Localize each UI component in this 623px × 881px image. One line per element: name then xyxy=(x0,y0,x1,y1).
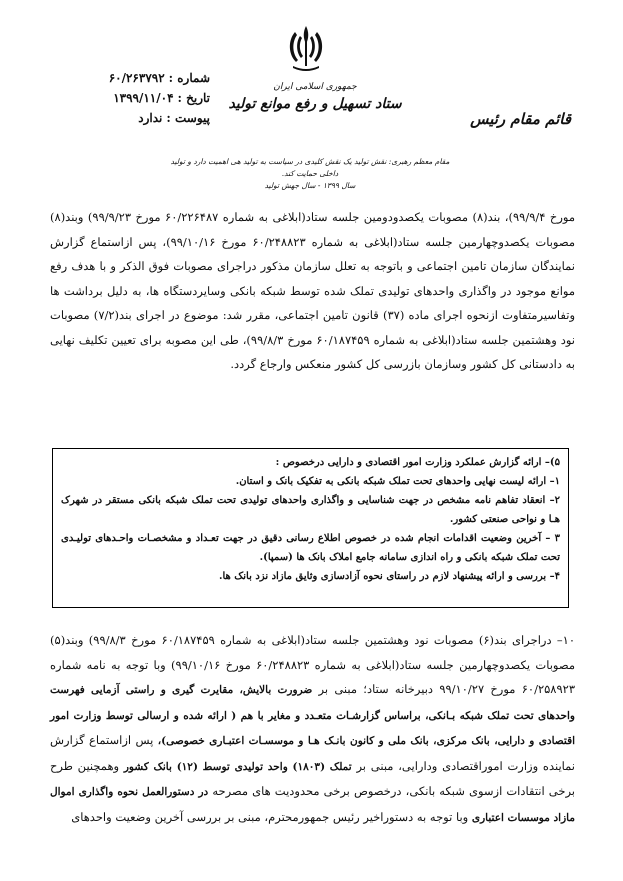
letter-number-row xyxy=(50,68,210,88)
year-slogan: سال ۱۳۹۹ - سال جهش تولید xyxy=(264,181,356,190)
attachment-row xyxy=(50,108,210,128)
paragraph2-part-d: وبا توجه به دستوراخیر رئیس جمهورمحترم، مبنی بر بررسی آخرین وضعیت واحدهای xyxy=(71,809,469,824)
republic-title: جمهوری اسلامی ایران xyxy=(273,82,357,92)
number-label: شماره : xyxy=(168,71,210,85)
attachment-label: پیوست : xyxy=(166,111,210,125)
attachment-value: ندارد xyxy=(138,111,163,125)
letter-meta xyxy=(50,68,210,128)
paragraph2-bold-a: ضرورت بالایش، مقایرت گیری و راستی آزمایی فهرست واحدهای تحت تملک شبکه بـانکی، براساس گزارشـات متعـدد و مغایر با هم ( ارائه شده و ارسالی توسط وزارت امور اقتصادی و دارایی، بانک مرکزی، بانک ملی و کانون بانـک هـا و موسسـات اعتبـاری خصوصی)، xyxy=(50,684,576,747)
date-label: تاریخ : xyxy=(177,91,210,105)
paragraph2-bold-b: تملک (۱۸۰۳) واحد تولیدی توسط (۱۲) بانک کشور xyxy=(123,760,352,773)
paragraph2-part-a: ۱۰– دراجرای بند(۶) مصوبات نود وهشتمین جلسه ستاد(ابلاغی به شماره ۶۰/۱۸۷۴۵۹ مورخ ۹۹/۸/۳) وبند(۵) مصوبات یکصدوچهارمین جلسه ستاد(ابلاغی به شماره ۶۰/۲۴۸۸۲۳ مورخ ۹۹/۱۰/۱۶) وبا توجه به نامه شماره ۶۰/۲۵۸۹۲۳ مورخ ۹۹/۱۰/۲۷ دبیرخانه ستاد؛ مبنی بر xyxy=(50,633,576,696)
deputy-title: قائم مقام رئیس xyxy=(470,110,571,128)
leader-quote: مقام معظم رهبری: نقش تولید یک نقش کلیدی در سیاست به تولید هی اهمیت دارد و تولید داخلی حمایت کند. xyxy=(170,157,450,178)
date-value: ۱۳۹۹/۱۱/۰۴ xyxy=(113,91,174,105)
box-title: ۵)– ارائه گزارش عملکرد وزارت امور اقتصادی و دارایی درخصوص : xyxy=(275,457,560,468)
letter-date-row xyxy=(50,88,210,108)
box-item-3: ۳ – آخرین وضعیت اقدامات انجام شده در خصوص اطلاع رسانی دقیق در جهت تعـداد و مشخصـات واحـدهای تولیـدی تحت تملک شبکه بانکی و راه اندازی سامانه جامع املاک بانک ها (سمپا). xyxy=(61,533,560,563)
body-paragraph-2 xyxy=(50,628,575,830)
headquarters-title: ستاد تسهیل و رفع موانع تولید xyxy=(228,96,402,112)
organization-heading xyxy=(220,82,410,112)
paragraph2-part-b: پس ازاستماع گزارش نماینده وزارت اموراقتصادی ودارایی، مبنی بر xyxy=(50,733,576,773)
iran-emblem-icon xyxy=(281,22,331,74)
body-paragraph-1: مورخ ۹۹/۹/۴)، بند(۸) مصوبات یکصدودومین جلسه ستاد(ابلاغی به شماره ۶۰/۲۲۶۴۸۷ مورخ ۹۹/۹/۲۳) وبند(۸) مصوبات یکصدوچهارمین جلسه ستاد(ابلاغی به شماره ۶۰/۲۴۸۸۲۳ مورخ ۹۹/۱۰/۱۶)، پس ازاستماع گزارش نمایندگان سازمان تامین اجتماعی و باتوجه به تعلل سازمان مذکور دراجرای مصوبات فوق الذکر و با هدف رفع موانع موجود در واگذاری واحدهای تولیدی تملک شده توسط شبکه بانکی وسایردستگاه ها، به دلیل برداشت ها وتفاسیرمتفاوت ازنحوه اجرای ماده (۳۷) قانون تامین اجتماعی، مقرر شد: موضوع در اجرای بند(۷/۲) مصوبات نود وهشتمین جلسه ستاد(ابلاغی به شماره ۶۰/۱۸۷۴۵۹ مورخ ۹۹/۸/۳)، طی این مصوبه برای تعیین تکلیف نهایی به دادستانی کل کشور وسازمان بازرسی کل کشور منعکس وارجاع گردد. xyxy=(50,210,576,371)
box-item-2: ۲– انعقاد تفاهم نامه مشخص در جهت شناسایی و واگذاری واحدهای تولیدی تحت تملک شبکه بانکی مستقر در شهرک هـا و نواحی صنعتی کشور. xyxy=(61,495,560,525)
box-item-1: ۱– ارائه لیست نهایی واحدهای تحت تملک شبکه بانکی به تفکیک بانک و استان. xyxy=(235,476,560,487)
resolution-box xyxy=(52,448,569,608)
paragraph2-bold-c: در دستورالعمل نحوه واگذاری اموال مازاد موسسات اعتباری xyxy=(50,786,575,824)
paragraph2-part-c: وهمچنین طرح برخی انتقادات ازسوی شبکه بانکی، درخصوص برخی محدودیت های مصرحه xyxy=(50,758,575,798)
number-value: ۶۰/۲۶۳۷۹۲ xyxy=(108,71,165,85)
slogan-block xyxy=(160,156,460,192)
box-item-4: ۴– بررسی و ارائه پیشنهاد لازم در راستای نحوه آزادسازی وثایق مازاد نزد بانک ها. xyxy=(219,571,560,582)
